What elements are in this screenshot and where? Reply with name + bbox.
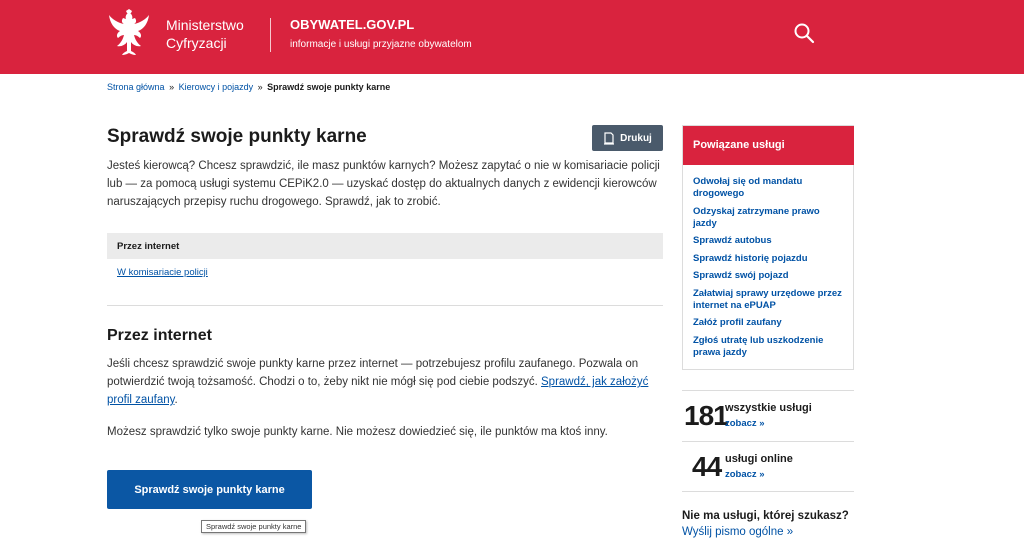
related-services-list — [693, 176, 843, 364]
sidebar-divider — [682, 390, 854, 391]
related-check-vehicle[interactable]: Sprawdź swój pojazd — [693, 270, 789, 281]
related-vehicle-history[interactable]: Sprawdź historię pojazdu — [693, 252, 808, 264]
page-title: Sprawdź swoje punkty karne — [107, 126, 367, 147]
method-tabs — [107, 233, 663, 259]
breadcrumb — [107, 82, 390, 92]
breadcrumb-current: Sprawdź swoje punkty karne — [267, 82, 391, 92]
list-item — [693, 317, 843, 329]
related-appeal-ticket[interactable]: Odwołaj się od mandatu drogowego — [693, 176, 803, 199]
list-item — [693, 288, 843, 312]
tab-online[interactable]: Przez internet — [117, 241, 180, 252]
online-services-count: 44 — [692, 451, 722, 482]
own-points-note: Możesz sprawdzić tylko swoje punkty karne. Nie możesz dowiedzieć się, ile punktów ma ktoś inny. — [107, 426, 608, 438]
online-services-label: usługi online — [725, 453, 793, 465]
related-trusted-profile[interactable]: Załóż profil zaufany — [693, 317, 782, 328]
list-item — [693, 206, 843, 230]
site-header — [0, 0, 1024, 74]
tab-police-station[interactable]: W komisariacie policji — [117, 267, 208, 278]
related-check-bus[interactable]: Sprawdź autobus — [693, 235, 772, 246]
list-item — [693, 176, 843, 200]
section-title: Przez internet — [107, 327, 212, 344]
breadcrumb-home[interactable]: Strona główna — [107, 82, 165, 92]
header-divider — [270, 18, 271, 52]
print-button[interactable] — [592, 125, 663, 151]
list-item — [693, 235, 843, 247]
related-services-title: Powiązane usługi — [683, 126, 854, 165]
ministry-line-2: Cyfryzacji — [166, 35, 227, 51]
breadcrumb-separator: » — [169, 82, 175, 92]
send-general-letter-link[interactable]: Wyślij pismo ogólne » — [682, 526, 794, 538]
all-services-label: wszystkie usługi — [725, 402, 812, 414]
portal-name[interactable]: OBYWATEL.GOV.PL — [290, 17, 415, 32]
related-services-panel — [682, 125, 854, 370]
print-icon — [603, 132, 615, 145]
related-epuap[interactable]: Załatwiaj sprawy urzędowe przez internet na ePUAP — [693, 287, 842, 311]
ministry-line-1: Ministerstwo — [166, 17, 244, 33]
breadcrumb-separator: » — [257, 82, 263, 92]
related-recover-license[interactable]: Odzyskaj zatrzymane prawo jazdy — [693, 205, 820, 229]
related-report-license-loss[interactable]: Zgłoś utratę lub uszkodzenie prawa jazdy — [693, 334, 824, 358]
check-points-button[interactable]: Sprawdź swoje punkty karne — [107, 470, 312, 509]
online-services-link[interactable]: zobacz » — [725, 469, 765, 480]
section-divider — [107, 305, 663, 306]
eagle-emblem-icon[interactable] — [107, 9, 151, 57]
online-info-end: . — [174, 394, 178, 406]
online-info-body: Jeśli chcesz sprawdzić swoje punkty karne przez internet — potrzebujesz profilu zaufanego. Pozwala on potwierdzić twoją tożsamość. Chodzi o to, żeby nikt nie mógł się pod ciebie podszyć. — [107, 358, 639, 388]
sidebar-divider — [682, 491, 854, 492]
search-icon[interactable] — [793, 22, 815, 44]
list-item — [693, 270, 843, 282]
list-item — [693, 253, 843, 265]
portal-tagline: informacje i usługi przyjazne obywatelom — [290, 39, 472, 50]
list-item — [693, 335, 843, 359]
online-info-text — [107, 355, 667, 409]
intro-text: Jesteś kierowcą? Chcesz sprawdzić, ile masz punktów karnych? Możesz zapytać o nie w komisariacie policji lub — za pomocą usługi systemu CEPiK2.0 — uzyskać dostęp do aktualnych danych z ewidencji kierowców naruszających przepisy ruchu drogowego. Sprawdź, jak to zrobić. — [107, 160, 660, 208]
trusted-profile-link[interactable]: Sprawdź, jak założyć profil zaufany — [107, 376, 649, 406]
missing-service-question: Nie ma usługi, której szukasz? — [682, 510, 849, 522]
ministry-name[interactable] — [166, 16, 244, 52]
breadcrumb-drivers-vehicles[interactable]: Kierowcy i pojazdy — [178, 82, 254, 92]
all-services-link[interactable]: zobacz » — [725, 418, 765, 429]
print-label: Drukuj — [620, 132, 652, 144]
sidebar-divider — [682, 441, 854, 442]
all-services-count: 181 — [684, 400, 728, 431]
button-tooltip: Sprawdź swoje punkty karne — [201, 520, 306, 533]
